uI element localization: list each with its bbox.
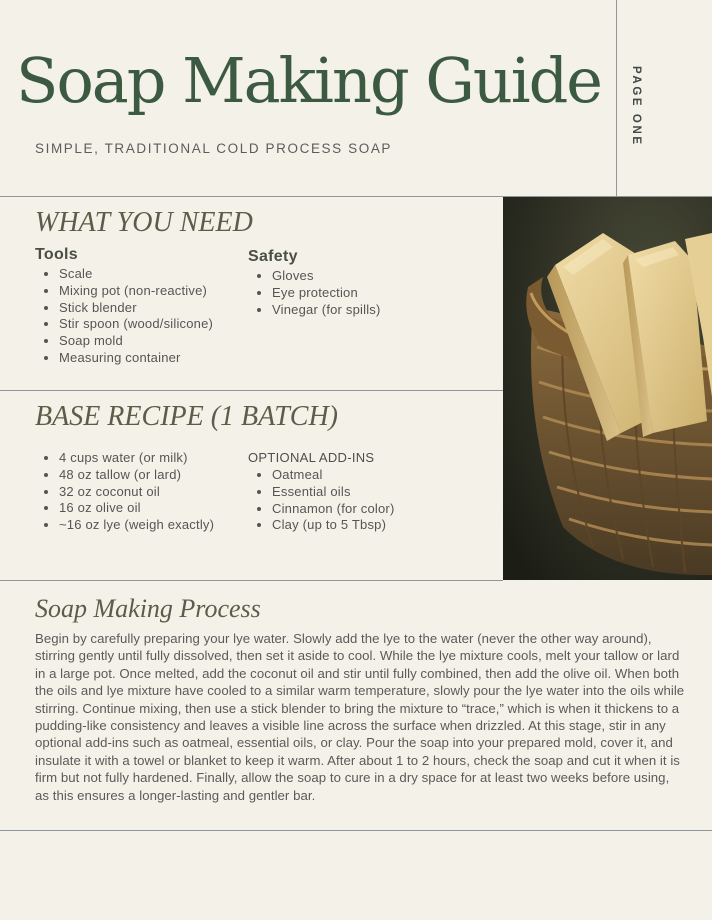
section-divider-process <box>0 580 503 581</box>
list-item: • Cinnamon (for color) <box>272 501 395 518</box>
header-divider-vertical <box>616 0 617 196</box>
list-item: • Gloves <box>272 268 381 285</box>
page-title: Soap Making Guide <box>16 44 602 117</box>
list-item: • Mixing pot (non-reactive) <box>59 283 213 300</box>
process-description: Begin by carefully preparing your lye water. Slowly add the lye to the water (never the other way around), stirring gently until fully dissolved, then set it aside to cool. While the lye mixture cools, melt your tallow or lard in a large pot. Once melted, add the coconut oil and stir until fully combined, then add the olive oil. When both the oils and lye mixture have cooled to a similar warm temperature, slowly pour the lye water into the oils while stirring. Continue mixing, then use a stick blender to bring the mixture to “trace,” which is when it thickens to a pudding-like consistency and leaves a visible line across the surface when drizzled. At this stage, stir in any optional add-ins such as oatmeal, essential oils, or clay. Pour the soap into your prepared mold, cover it, and insulate it with a towel or blanket to keep it warm. After about 1 to 2 hours, check the soap and cut it when it is firm but not fully hardened. Finally, allow the soap to cure in a dry space for at least two weeks before using, as this ensures a longer-lasting and gentler bar. <box>35 631 685 803</box>
addins-heading: OPTIONAL ADD-INS <box>248 450 375 465</box>
list-item: • Clay (up to 5 Tbsp) <box>272 517 395 534</box>
list-item: • Oatmeal <box>272 467 395 484</box>
list-item: • Vinegar (for spills) <box>272 302 381 319</box>
base-recipe-heading: BASE RECIPE (1 BATCH) <box>35 401 339 432</box>
safety-heading: Safety <box>248 248 298 265</box>
tools-list <box>35 266 213 367</box>
list-item: • Stir spoon (wood/silicone) <box>59 316 213 333</box>
what-you-need-heading: WHAT YOU NEED <box>35 207 253 238</box>
safety-list <box>248 268 381 318</box>
page-subtitle: SIMPLE, TRADITIONAL COLD PROCESS SOAP <box>35 141 393 156</box>
list-item: • Essential oils <box>272 484 395 501</box>
addins-list <box>248 467 395 534</box>
list-item: • 4 cups water (or milk) <box>59 450 214 467</box>
list-item: • ~16 oz lye (weigh exactly) <box>59 517 214 534</box>
footer-divider <box>0 830 712 831</box>
tools-heading: Tools <box>35 246 78 263</box>
list-item: • Soap mold <box>59 333 213 350</box>
list-item: • 16 oz olive oil <box>59 500 214 517</box>
list-item: • Stick blender <box>59 300 213 317</box>
ingredients-list <box>35 450 214 534</box>
list-item: • 48 oz tallow (or lard) <box>59 467 214 484</box>
section-divider-recipe <box>0 390 503 391</box>
soap-basket-photo <box>503 197 712 580</box>
list-item: • Scale <box>59 266 213 283</box>
process-heading: Soap Making Process <box>35 594 261 623</box>
page-label: PAGE ONE <box>630 66 642 147</box>
list-item: • Measuring container <box>59 350 213 367</box>
list-item: • Eye protection <box>272 285 381 302</box>
list-item: • 32 oz coconut oil <box>59 484 214 501</box>
